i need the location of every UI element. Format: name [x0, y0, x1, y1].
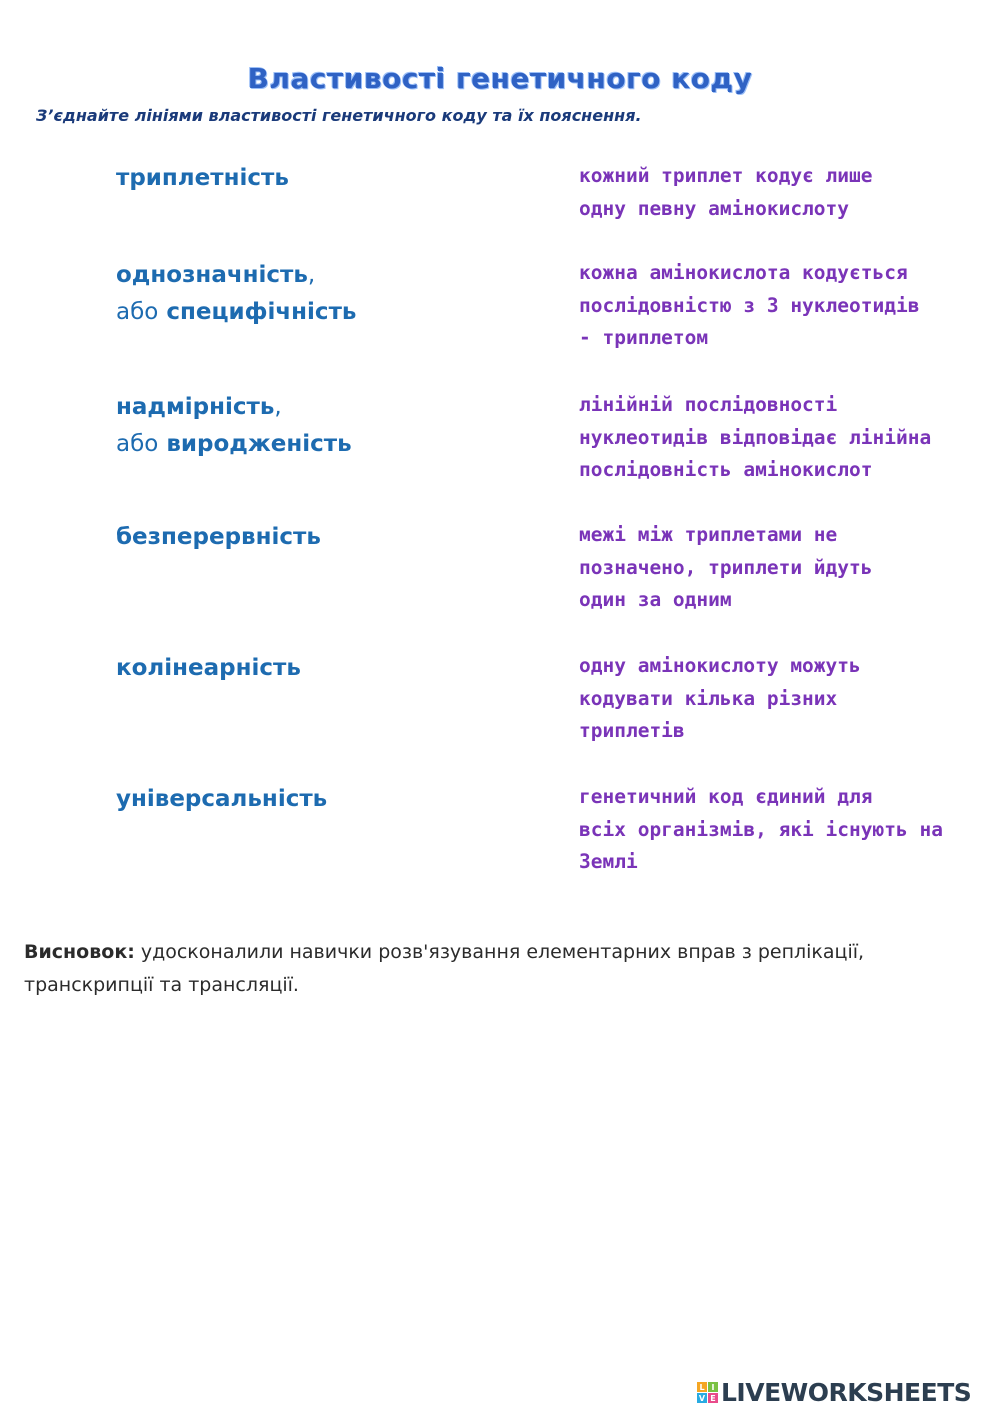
page-title: Властивості генетичного коду — [247, 62, 753, 95]
explanation-line: один за одним — [579, 588, 732, 612]
term-synonym: виродженість — [166, 431, 352, 457]
term-item[interactable] — [116, 519, 536, 556]
explanation-item[interactable] — [579, 257, 964, 355]
explanation-line: кожна амінокислота кодується — [579, 261, 908, 284]
explanation-item[interactable] — [579, 650, 964, 748]
term-synonym: специфічність — [166, 299, 357, 325]
term-or-word: або — [116, 299, 159, 325]
conclusion-text: удосконалили навички розв'язування елементарних вправ з реплікації, транскрипції та трансляції. — [24, 941, 865, 996]
term-comma: , — [274, 394, 282, 420]
logo-letter: V — [698, 1393, 706, 1403]
term-comma: , — [307, 262, 316, 288]
explanation-line: Землі — [579, 850, 638, 874]
explanation-item[interactable] — [579, 389, 964, 487]
explanation-line: послідовністю з 3 нуклеотидів — [579, 293, 920, 317]
explanation-line: кожний триплет кодує лише — [579, 164, 873, 187]
brand-name: LIVEWORKSHEETS — [721, 1378, 972, 1407]
explanation-line: послідовність амінокислот — [579, 458, 873, 482]
logo-letter: I — [708, 1382, 718, 1392]
explanation-line: одну амінокислоту можуть — [579, 654, 861, 677]
term-item[interactable] — [116, 781, 536, 818]
explanation-line: лінійній послідовності — [579, 393, 838, 416]
explanation-line: генетичний код єдиний для — [579, 785, 873, 808]
explanation-line: триплетів — [579, 719, 685, 743]
explanation-line: нуклеотидів відповідає лінійна — [579, 425, 932, 449]
term-label: універсальність — [116, 786, 328, 812]
liveworksheets-brand[interactable] — [697, 1378, 971, 1407]
logo-letter: E — [708, 1393, 718, 1403]
term-or-word: або — [116, 431, 159, 457]
conclusion-label: Висновок: — [24, 941, 135, 963]
term-item[interactable] — [116, 389, 536, 463]
term-label: однозначність — [116, 262, 308, 288]
term-label: безперервність — [116, 524, 321, 550]
liveworksheets-logo-icon — [697, 1382, 718, 1403]
term-label: триплетність — [116, 165, 289, 191]
explanation-line: одну певну амінокислоту — [579, 196, 850, 220]
explanation-line: межі між триплетами не — [579, 523, 838, 546]
instruction-text: З’єднайте лініями властивості генетичного коду та їх пояснення. — [36, 106, 642, 125]
term-item[interactable] — [116, 257, 536, 331]
explanation-item[interactable] — [579, 781, 964, 879]
explanation-line: кодувати кілька різних — [579, 686, 838, 710]
explanation-item[interactable] — [579, 519, 964, 617]
logo-letter: L — [697, 1382, 707, 1392]
term-item[interactable] — [116, 160, 536, 197]
explanation-line: позначено, триплети йдуть — [579, 555, 873, 579]
term-item[interactable] — [116, 650, 536, 687]
conclusion-paragraph — [24, 936, 974, 1002]
term-label: надмірність — [116, 394, 275, 420]
explanation-line: - триплетом — [579, 326, 709, 350]
term-label: колінеарність — [116, 655, 301, 681]
explanation-item[interactable] — [579, 160, 964, 225]
explanation-line: всіх організмів, які існують на — [579, 817, 943, 841]
